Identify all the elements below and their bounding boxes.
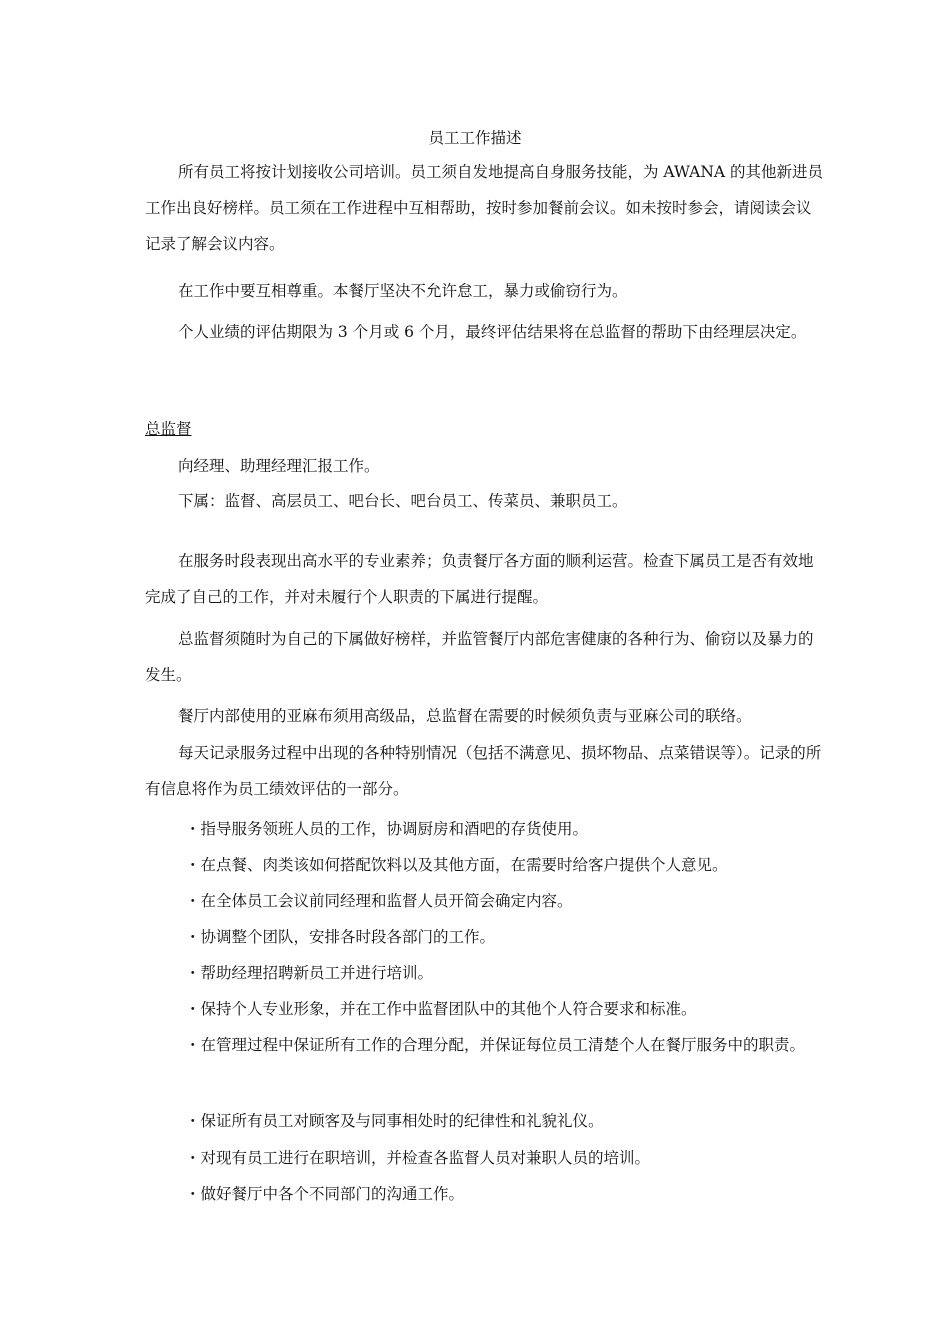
intro-paragraph-2: 在工作中要互相尊重。本餐厅坚决不允许怠工，暴力或偷窃行为。 — [178, 282, 628, 300]
bullet-item: ・帮助经理招聘新员工并进行培训。 — [185, 964, 434, 982]
intro-paragraph-3-block — [145, 314, 825, 350]
bullet-9-block — [145, 1140, 825, 1176]
bullet-item: ・指导服务领班人员的工作，协调厨房和酒吧的存货使用。 — [185, 820, 589, 838]
bullet-8-block — [145, 1103, 825, 1139]
section-paragraph-4: 每天记录服务过程中出现的各种特别情况（包括不满意见、损坏物品、点菜错误等）。记录的所有信息将作为员工绩效评估的一部分。 — [145, 744, 822, 798]
bullet-5-block — [145, 955, 825, 991]
bullet-item: ・保持个人专业形象，并在工作中监督团队中的其他个人符合要求和标准。 — [185, 1000, 697, 1018]
section-paragraph-3-block — [145, 698, 825, 734]
intro-paragraph-1-block — [145, 154, 825, 262]
bullet-item: ・在管理过程中保证所有工作的合理分配，并保证每位员工清楚个人在餐厅服务中的职责。 — [185, 1036, 806, 1054]
document-title: 员工工作描述 — [428, 129, 522, 147]
bullet-3-block — [145, 883, 825, 919]
report-to-line: 向经理、助理经理汇报工作。 — [178, 457, 380, 475]
bullet-item: ・在点餐、肉类该如何搭配饮料以及其他方面，在需要时给客户提供个人意见。 — [185, 856, 728, 874]
bullet-item: ・对现有员工进行在职培训，并检查各监督人员对兼职人员的培训。 — [185, 1149, 651, 1167]
bullet-item: ・协调整个团队，安排各时段各部门的工作。 — [185, 928, 496, 946]
intro-paragraph-1: 所有员工将按计划接收公司培训。员工须自发地提高自身服务技能，为 AWANA 的其他新进员工作出良好榜样。员工须在工作进程中互相帮助，按时参加餐前会议。如未按时参会，请阅读会议记录了解会议内容。 — [145, 163, 824, 253]
bullet-item: ・保证所有员工对顾客及与同事相处时的纪律性和礼貌礼仪。 — [185, 1112, 604, 1130]
subordinates-line: 下属：监督、高层员工、吧台长、吧台员工、传菜员、兼职员工。 — [178, 492, 628, 510]
bullet-7-block — [145, 1027, 825, 1063]
bullet-1-block — [145, 811, 825, 847]
section-paragraph-1-block — [145, 543, 825, 615]
subordinates-block — [145, 483, 825, 519]
intro-paragraph-2-block — [145, 273, 825, 309]
intro-paragraph-3: 个人业绩的评估期限为 3 个月或 6 个月，最终评估结果将在总监督的帮助下由经理层决定。 — [178, 323, 807, 341]
section-paragraph-2: 总监督须随时为自己的下属做好榜样，并监管餐厅内部危害健康的各种行为、偷窃以及暴力的发生。 — [145, 630, 814, 684]
section-heading: 总监督 — [145, 420, 192, 438]
section-paragraph-4-block — [145, 735, 825, 807]
section-paragraph-2-block — [145, 621, 825, 693]
bullet-2-block — [145, 847, 825, 883]
bullet-10-block — [145, 1176, 825, 1212]
bullet-item: ・做好餐厅中各个不同部门的沟通工作。 — [185, 1185, 465, 1203]
section-heading-block — [145, 418, 825, 440]
report-to-block — [145, 448, 825, 484]
section-paragraph-3: 餐厅内部使用的亚麻布须用高级品，总监督在需要的时候须负责与亚麻公司的联络。 — [178, 707, 752, 725]
bullet-6-block — [145, 991, 825, 1027]
section-paragraph-1: 在服务时段表现出高水平的专业素养；负责餐厅各方面的顺利运营。检查下属员工是否有效地完成了自己的工作，并对未履行个人职责的下属进行提醒。 — [145, 552, 814, 606]
bullet-4-block — [145, 919, 825, 955]
bullet-item: ・在全体员工会议前同经理和监督人员开简会确定内容。 — [185, 892, 573, 910]
